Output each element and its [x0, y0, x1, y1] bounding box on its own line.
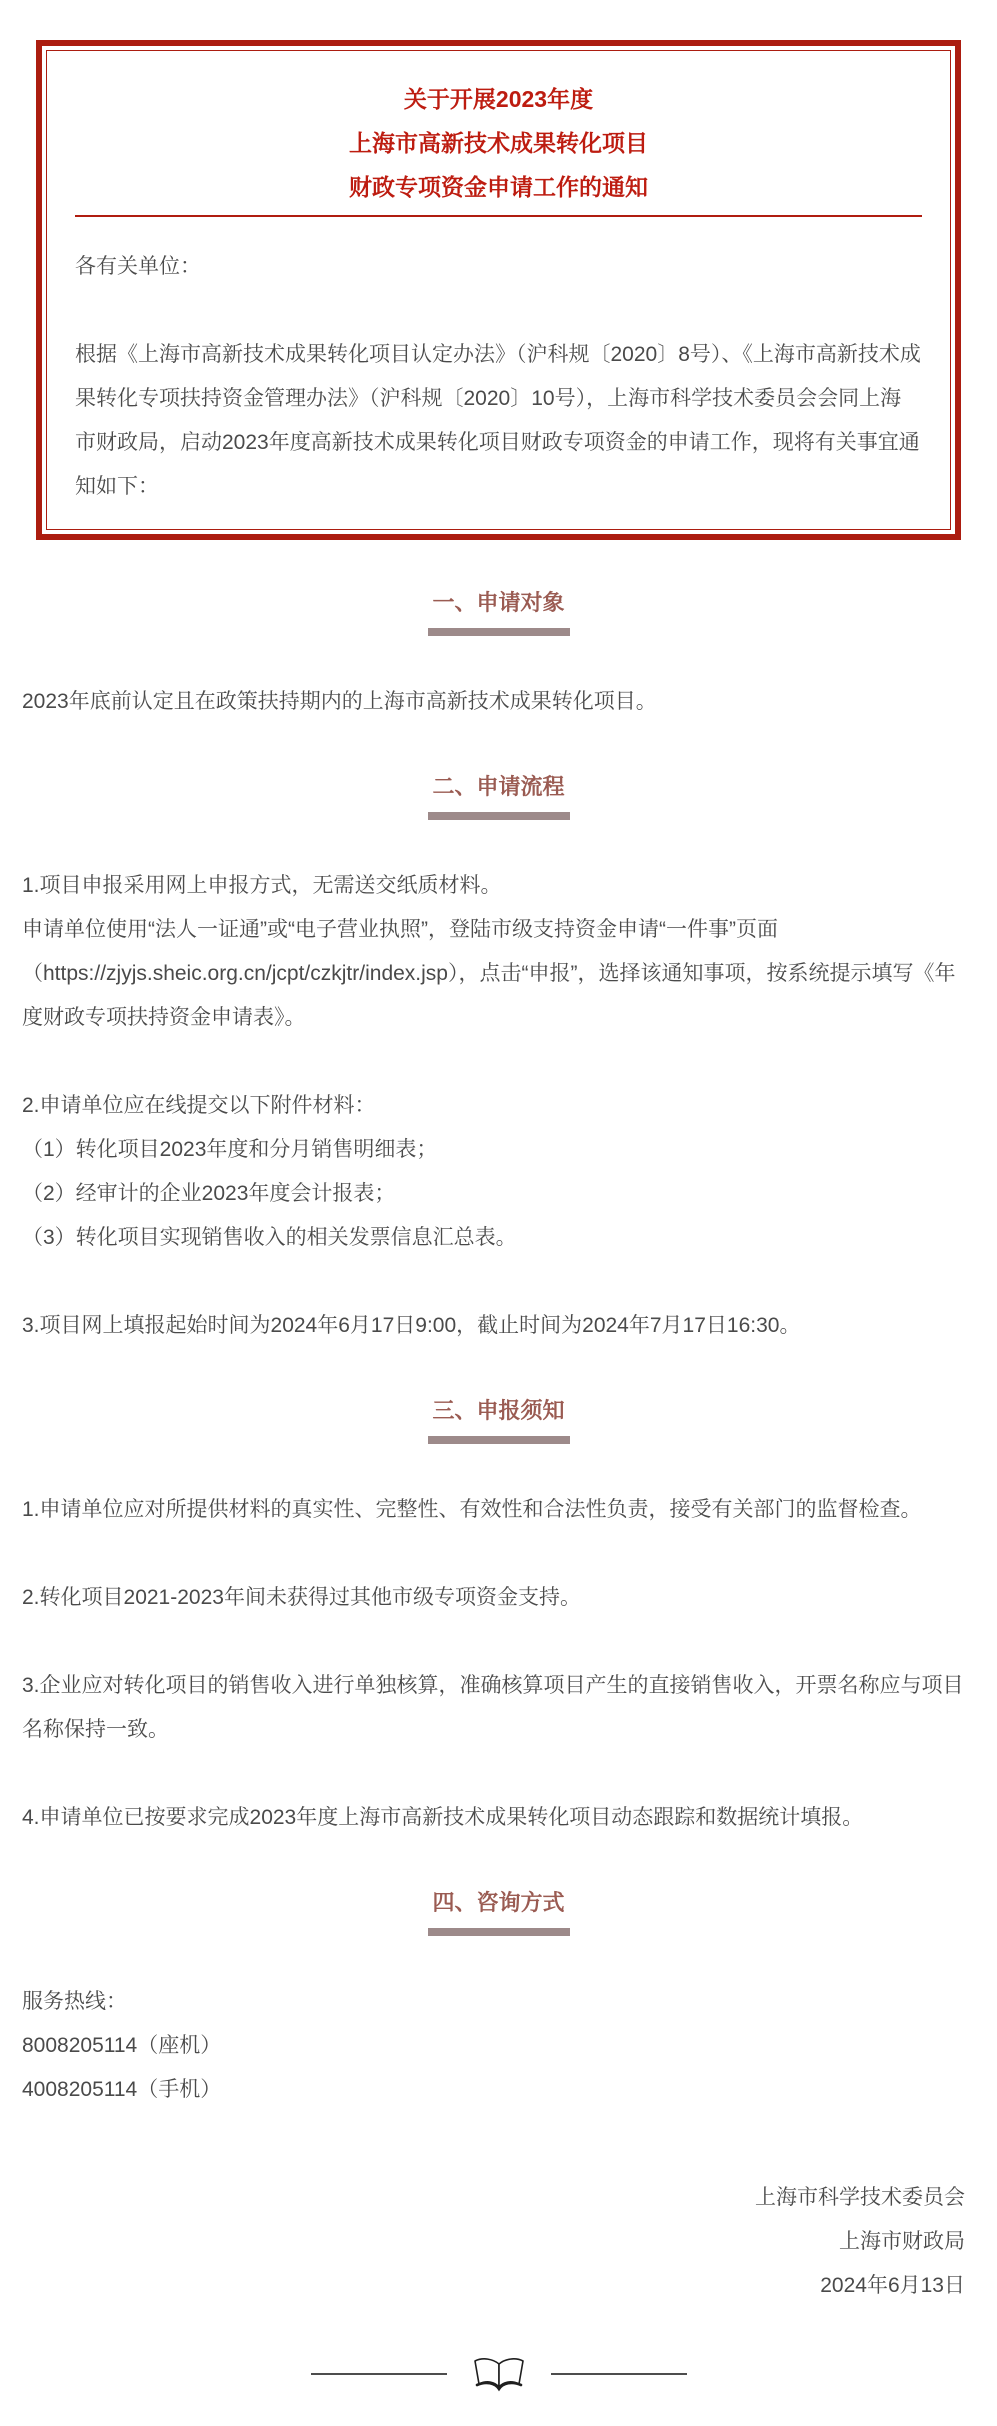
text-line: 申请单位使用“法人一证通”或“电子营业执照”，登陆市级支持资金申请“一件事”页面（https://zjyjs.sheic.org.cn/jcpt/czkjtr/index.jsp），点击“申报”，选择该通知事项，按系统提示填写《年度财政专项扶持资金申请表》。: [22, 918, 956, 1029]
signature-line: 上海市科学技术委员会: [755, 2186, 965, 2209]
text-line: （2）经审计的企业2023年度会计报表；: [22, 1182, 396, 1205]
section-1: [0, 588, 997, 724]
footer-divider: [0, 2354, 997, 2394]
signature-line: 2024年6月13日: [820, 2274, 965, 2297]
section-heading: 二、申请流程: [432, 774, 565, 799]
section-heading: 三、申报须知: [432, 1398, 565, 1423]
section-4: [0, 1888, 997, 2112]
text-line: 2.申请单位应在线提交以下附件材料：: [22, 1094, 376, 1117]
paragraph-block: [22, 1304, 975, 1348]
open-book-icon: [471, 2354, 527, 2394]
heading-underline-bar: [428, 812, 570, 820]
notice-header-box-inner: [46, 50, 951, 530]
text-line: （3）转化项目实现销售收入的相关发票信息汇总表。: [22, 1226, 517, 1249]
text-line: 3.项目网上填报起始时间为2024年6月17日9:00，截止时间为2024年7月17日16:30。: [22, 1314, 801, 1337]
text-line: 8008205114（座机）: [22, 2034, 222, 2057]
text-line: 1.项目申报采用网上申报方式，无需送交纸质材料。: [22, 874, 502, 897]
divider-line-left: [311, 2373, 447, 2375]
sections: [0, 588, 997, 2112]
notice-title: [75, 77, 922, 209]
text-line: 1.申请单位应对所提供材料的真实性、完整性、有效性和合法性负责，接受有关部门的监督检查。: [22, 1498, 922, 1521]
text-line: （1）转化项目2023年度和分月销售明细表；: [22, 1138, 438, 1161]
text-line: 3.企业应对转化项目的销售收入进行单独核算，准确核算项目产生的直接销售收入，开票名称应与项目名称保持一致。: [22, 1674, 964, 1741]
text-line: 2.转化项目2021-2023年间未获得过其他市级专项资金支持。: [22, 1586, 581, 1609]
heading-underline-bar: [428, 1436, 570, 1444]
text-line: 4008205114（手机）: [22, 2078, 222, 2101]
salutation: 各有关单位：: [75, 255, 201, 278]
notice-title-line: 关于开展2023年度: [403, 86, 594, 112]
paragraph-block: [22, 1980, 975, 2112]
paragraph-block: [22, 1084, 975, 1260]
text-line: 4.申请单位已按要求完成2023年度上海市高新技术成果转化项目动态跟踪和数据统计填报。: [22, 1806, 864, 1829]
section-2: [0, 772, 997, 1348]
signature-line: 上海市财政局: [839, 2230, 965, 2253]
paragraph-block: [22, 1796, 975, 1840]
paragraph-block: [22, 864, 975, 1040]
heading-underline-bar: [428, 1928, 570, 1936]
title-divider: [75, 215, 922, 217]
notice-header-box: [36, 40, 961, 540]
notice-title-line: 上海市高新技术成果转化项目: [349, 130, 648, 156]
paragraph-block: [22, 680, 975, 724]
heading-underline-bar: [428, 628, 570, 636]
paragraph-block: [22, 1576, 975, 1620]
paragraph-block: [22, 1488, 975, 1532]
text-line: 服务热线：: [22, 1990, 127, 2013]
signature-block: [32, 2176, 965, 2308]
divider-line-right: [551, 2373, 687, 2375]
paragraph-block: [22, 1664, 975, 1752]
section-heading: 一、申请对象: [432, 590, 565, 615]
section-3: [0, 1396, 997, 1840]
text-line: 2023年底前认定且在政策扶持期内的上海市高新技术成果转化项目。: [22, 690, 657, 713]
intro-paragraph: 根据《上海市高新技术成果转化项目认定办法》（沪科规〔2020〕8号）、《上海市高新技术成果转化专项扶持资金管理办法》（沪科规〔2020〕10号），上海市科学技术委员会会同上海市财政局，启动2023年度高新技术成果转化项目财政专项资金的申请工作，现将有关事宜通知如下：: [75, 343, 921, 498]
notice-article: [0, 40, 997, 2426]
section-heading: 四、咨询方式: [432, 1890, 565, 1915]
notice-title-line: 财政专项资金申请工作的通知: [349, 174, 648, 200]
